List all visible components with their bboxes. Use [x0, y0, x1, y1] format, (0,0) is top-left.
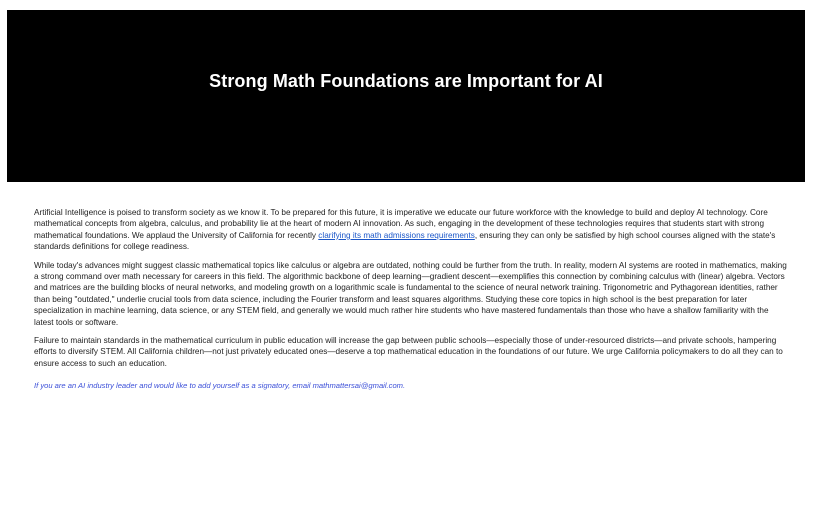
admissions-requirements-link[interactable]: clarifying its math admissions requirements [318, 230, 475, 240]
paragraph-intro [34, 207, 789, 253]
paragraph-equity: Failure to maintain standards in the mathematical curriculum in public education will increase the gap between public schools—especially those of under-resourced districts—and private schools, hampering efforts to diversify STEM. All California children—not just privately educated ones—deserve a top mathematical education in the foundations of our future. We urge California policymakers to do all they can to ensure access to such an education. [34, 336, 783, 368]
paragraph-intro-text-end: , ensuring they can only be satisfied by high school courses aligned with the state's standards definitions for college readiness. [34, 230, 776, 252]
paragraph-intro-text-start: Artificial Intelligence is poised to transform society as we know it. To be prepared for this future, it is imperative we educate our future workforce with the knowledge to build and deploy AI technology. Core mathematical concepts from algebra, calculus, and probability lie at the heart of modern AI innovation. As such, engaging in the development of these technologies requires that students start with strong mathematical foundations. We applaud the University of California for recently [34, 208, 768, 240]
signatory-call-to-action: If you are an AI industry leader and would like to add yourself as a signatory, email mathmattersai@gmail.com. [34, 381, 406, 391]
header-banner [7, 10, 805, 182]
page-title: Strong Math Foundations are Important for AI [209, 70, 603, 91]
article-body [34, 207, 789, 399]
paragraph-ai-math: While today's advances might suggest classic mathematical topics like calculus or algebra are outdated, nothing could be further from the truth. In reality, modern AI systems are rooted in mathematics, making a strong command over math necessary for careers in this field. The algorithmic backbone of deep learning—gradient descent—exemplifies this connection by combining calculus with (linear) algebra. Vectors and matrices are the building blocks of neural networks, and modeling growth on a logarithmic scale is fundamental to the science of neural network training. Trigonometric and Pythagorean identities, rather than being "outdated," underlie crucial tools from data science, including the Fourier transform and least squares algorithms. Studying these core topics in high school is the best preparation for later specialization in machine learning, data science, or any STEM field, and generally we would much rather hire students who have mastered fundamentals than those who have a shallow familiarity with the latest tools or software. [34, 260, 787, 327]
